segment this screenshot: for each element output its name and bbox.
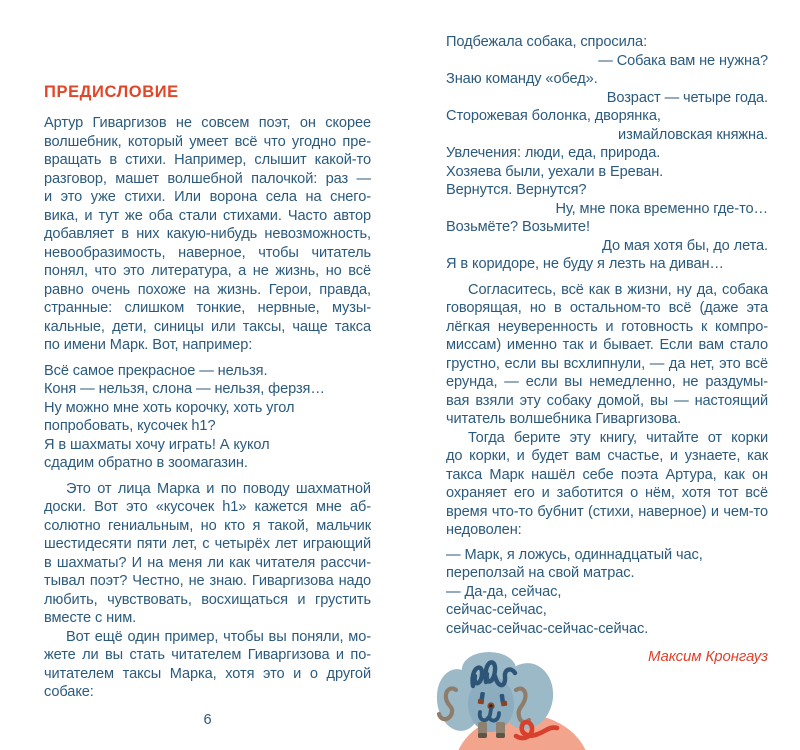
- text-line: миссам) именно так и бывает. Если вам стало: [446, 337, 768, 353]
- text-line: Я в шахматы хочу играть! А кукол: [44, 436, 270, 453]
- text-line: Вернутся. Вернутся?: [446, 182, 587, 198]
- text-line: измайловская княжна.: [618, 126, 768, 143]
- author-signature: Максим Кронгауз: [647, 648, 768, 665]
- recommendation-paragraph: [446, 429, 768, 540]
- text-line: доски. Вот это «кусочек h1» кажется мне аб-: [44, 499, 371, 515]
- text-line: До мая хотя бы, до лета.: [602, 237, 768, 254]
- text-line: Тогда берите эту книгу, читайте от корки: [468, 429, 768, 446]
- text-line: разговор, машет волшебной палочкой: раз —: [44, 170, 371, 187]
- text-line: Подбежала собака, спросила:: [446, 34, 648, 50]
- right-column: [446, 33, 768, 667]
- text-line: шестидесяти пяти лет, с четырёх лет играющий: [44, 536, 371, 552]
- text-line: Вот ещё один пример, чтобы вы поняли, мо-: [66, 628, 371, 645]
- mark-poem: [446, 546, 768, 639]
- text-line: Увлечения: люди, еда, природа.: [446, 145, 661, 161]
- text-line: охраняет его и заботится о нём, хотя тот всё: [446, 485, 768, 501]
- text-line: попробовать, кусочек h1?: [44, 418, 216, 434]
- text-line: понял, что это литература, а не жизнь, но всё: [44, 263, 371, 279]
- dog-illustration-svg: [428, 646, 638, 750]
- text-line: волшебник, который умеет всё что угодно пре-: [44, 133, 371, 150]
- example-intro-paragraph: [44, 628, 371, 702]
- text-line: время что-то бубнит (стихи, наверное) и чем-то: [446, 503, 768, 520]
- text-line: Артур Гиваргизов не совсем поэт, он скорее: [44, 115, 371, 131]
- dog-illustration: [428, 646, 638, 750]
- text-line: Коня — нельзя, слона — нельзя, ферзя…: [44, 381, 325, 397]
- text-line: такса Марк нашёл себе поэта Артура, как он: [446, 466, 768, 483]
- text-line: Сторожевая болонка, дворянка,: [446, 108, 661, 124]
- text-line: вместе с ним.: [44, 610, 137, 626]
- text-line: тывал поэт? Честно, не знаю. Гиваргизова надо: [44, 573, 371, 589]
- text-line: Возраст — четыре года.: [606, 89, 768, 106]
- dog-dialogue-poem: [446, 33, 768, 274]
- text-line: в шахматы? И на меня ли как читателя рассчи-: [44, 554, 371, 571]
- text-line: жете ли вы стать читателем Гиваргизова и по-: [44, 647, 371, 663]
- text-line: солютно гениальным, но кто я такой, мальчик: [44, 517, 371, 534]
- text-line: Знаю команду «обед».: [446, 71, 598, 87]
- text-line: сдадим обратно в зоомагазин.: [44, 455, 248, 471]
- text-line: Всё самое прекрасное — нельзя.: [44, 362, 268, 379]
- text-line: сейчас-сейчас-сейчас-сейчас.: [446, 620, 649, 637]
- text-line: Это от лица Марка и по поводу шахматной: [66, 480, 371, 497]
- text-line: по имени Марк. Вот, например:: [44, 337, 253, 353]
- text-line: добавляет в них какую-нибудь невозможность,: [44, 226, 371, 242]
- text-line: кальные, дети, синицы или таксы, чаще такса: [44, 318, 371, 335]
- page-number: 6: [203, 711, 212, 728]
- text-line: — Марк, я ложусь, одиннадцатый час,: [446, 546, 703, 563]
- text-line: — Собака вам не нужна?: [598, 52, 768, 69]
- text-line: Ну, мне пока временно где-то…: [555, 200, 768, 217]
- text-line: недоволен:: [446, 522, 522, 538]
- reflection-paragraph: [446, 281, 768, 429]
- text-line: вращать в стихи. Например, слышит какой-то: [44, 152, 371, 168]
- text-line: Хозяева были, уехали в Ереван.: [446, 163, 664, 180]
- text-line: Ну можно мне хоть корочку, хоть угол: [44, 399, 295, 416]
- text-line: до корки, и будет вам счастье, и узнаете, как: [446, 448, 768, 464]
- text-line: ерунда, — если вы немедленно, не раздумы-: [446, 374, 768, 390]
- text-line: грустно, если вы всхлипнули, — да нет, это всё: [446, 355, 768, 372]
- text-line: читателем таксы Марка, хотя это и о другой: [44, 665, 371, 682]
- text-line: равно очень похоже на жизнь. Герои, правда,: [44, 281, 371, 298]
- text-line: сейчас-сейчас,: [446, 602, 547, 618]
- text-line: читатель волшебника Гиваргизова.: [446, 411, 682, 427]
- chess-poem: [44, 362, 371, 473]
- intro-paragraph: [44, 114, 371, 355]
- text-line: Я в коридоре, не буду я лезть на диван…: [446, 256, 724, 272]
- text-line: Согласитесь, всё как в жизни, ну да, собака: [468, 281, 768, 298]
- text-line: и это уже стихи. Или ворона села на снего-: [44, 189, 371, 205]
- page-title: ПРЕДИСЛОВИЕ: [44, 83, 179, 101]
- text-line: вика, и тут же оба стали стихами. Часто автор: [44, 207, 371, 224]
- text-line: собаке:: [44, 684, 94, 700]
- text-line: — Да-да, сейчас,: [446, 583, 562, 600]
- text-line: Возьмёте? Возьмите!: [446, 219, 590, 235]
- text-line: лёгкая неуверенность и готовность к компро-: [446, 318, 768, 335]
- text-line: странные: слишком тонкие, нервные, музы-: [44, 300, 371, 316]
- text-line: говорящая, но в остальном-то всё (даже эта: [446, 300, 768, 316]
- text-line: вая взяли эту собаку домой, вы — настоящий: [446, 392, 768, 409]
- text-line: невообразимость, наверное, чтобы читатель: [44, 244, 371, 261]
- commentary-paragraph: [44, 480, 371, 628]
- text-line: любить, чувствовать, восхищаться и грустить: [44, 591, 371, 608]
- text-line: переползай на свой матрас.: [446, 565, 635, 581]
- left-column: [44, 82, 371, 729]
